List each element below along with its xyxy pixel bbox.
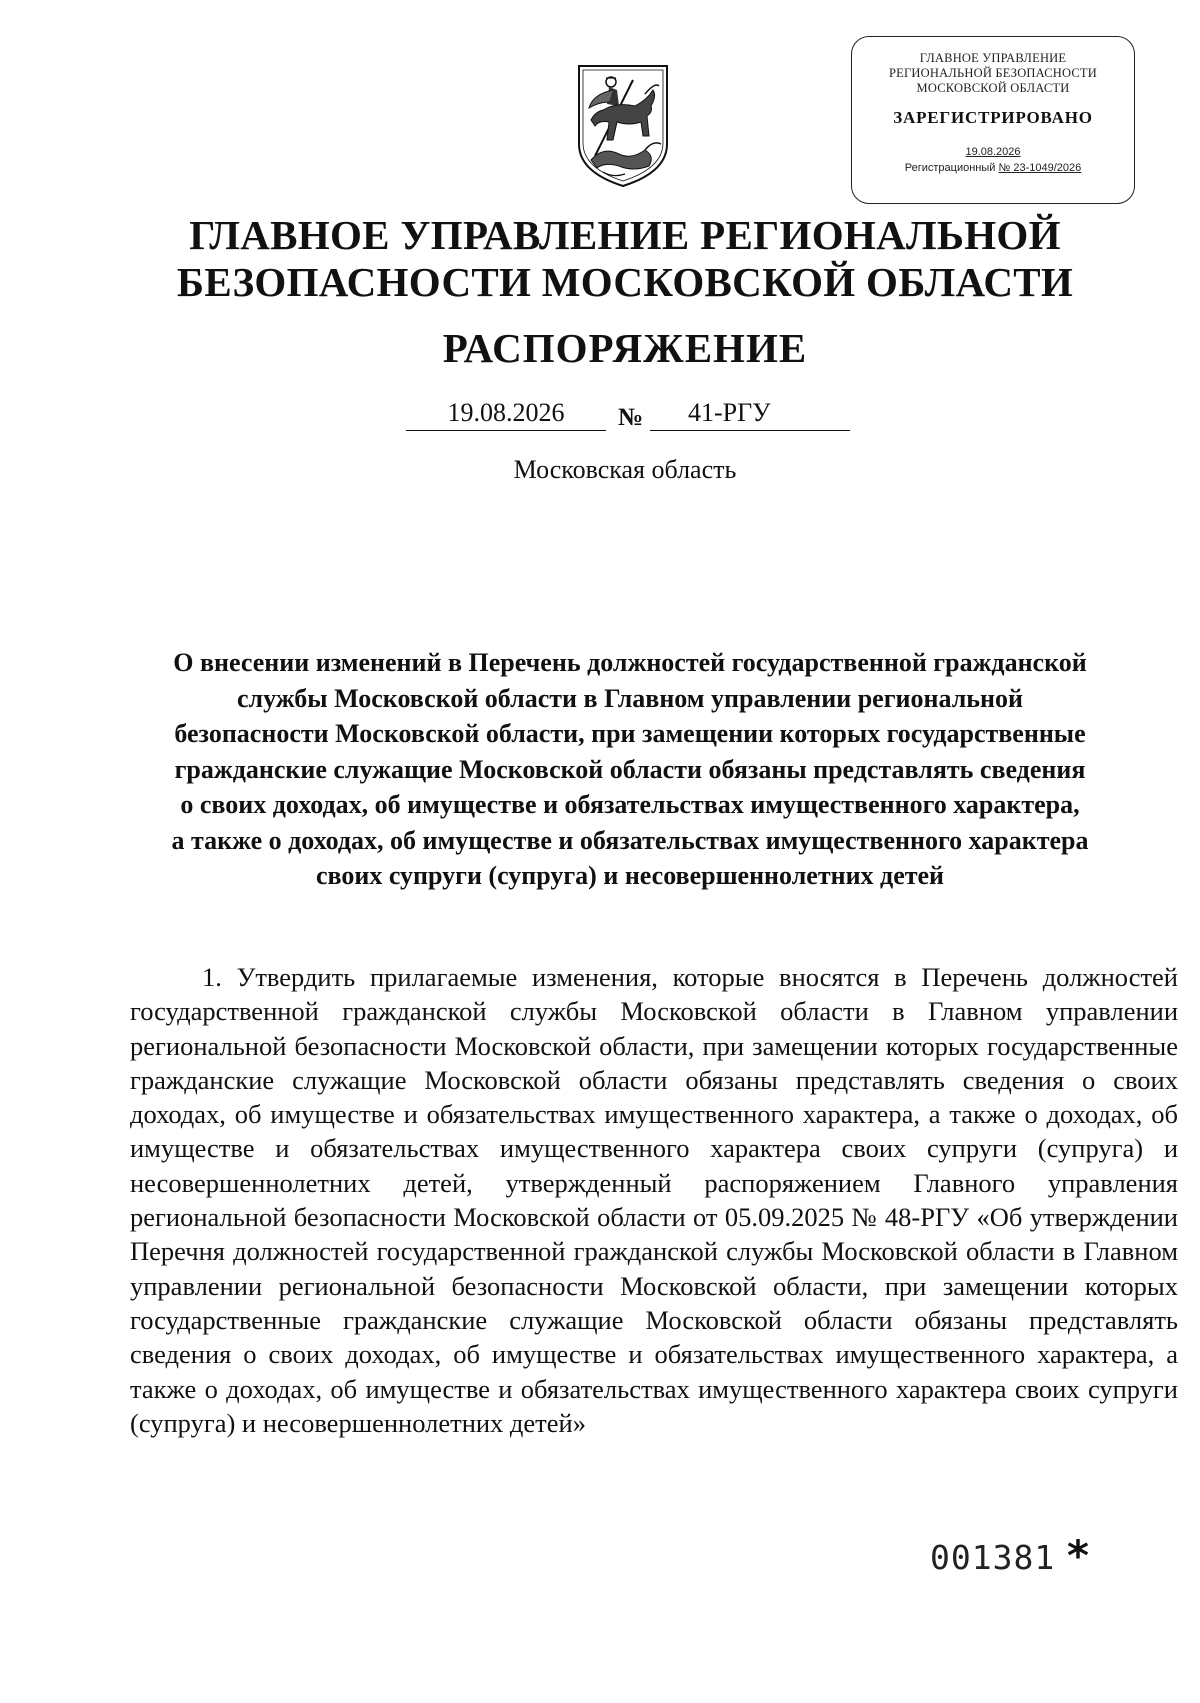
document-date: 19.08.2026 <box>406 398 606 431</box>
subject-line: гражданские служащие Московской области обязаны представлять сведения <box>174 754 1086 784</box>
agency-name-line: ГЛАВНОЕ УПРАВЛЕНИЕ РЕГИОНАЛЬНОЙ <box>189 212 1061 258</box>
registration-stamp <box>851 36 1135 204</box>
subject-line: о своих доходах, об имуществе и обязательствах имущественного характера, <box>180 790 1080 819</box>
serial-mark: * <box>1067 1531 1089 1580</box>
stamp-org-line: МОСКОВСКОЙ ОБЛАСТИ <box>916 81 1070 95</box>
stamp-registration <box>852 162 1134 174</box>
agency-name-line: БЕЗОПАСНОСТИ МОСКОВСКОЙ ОБЛАСТИ <box>176 259 1074 305</box>
number-sign: № <box>618 404 644 431</box>
subject-line: безопасности Московской области, при замещении которых государственные <box>174 719 1086 748</box>
subject-line: О внесении изменений в Перечень должностей государственной гражданской <box>173 648 1087 677</box>
document-type: РАСПОРЯЖЕНИЕ <box>442 325 808 371</box>
stamp-org-line: РЕГИОНАЛЬНОЙ БЕЗОПАСНОСТИ <box>888 66 1097 80</box>
subject-line: а также о доходах, об имуществе и обязательствах имущественного характера <box>171 825 1089 855</box>
stamp-date: 19.08.2026 <box>965 146 1021 158</box>
document-number: 41-РГУ <box>688 398 771 427</box>
serial-number: 001381 <box>930 1538 1056 1577</box>
document-place: Московская область <box>513 455 737 484</box>
subject-line: своих супруги (супруга) и несовершеннолетних детей <box>315 861 945 890</box>
moscow-region-coat-of-arms-icon <box>573 60 673 190</box>
stamp-reg-label: Регистрационный <box>904 162 996 174</box>
document-number-field <box>650 398 850 431</box>
body-paragraph: 1. Утвердить прилагаемые изменения, которые вносятся в Перечень должностей государственной гражданской службы Московской области в Главном управлении региональной безопасности Московской области, при замещении которых государственные гражданские служащие Московской области обязаны представлять сведения о своих доходах, об имуществе и обязательствах имущественного характера, а также о доходах, об имуществе и обязательствах имущественного характера своих супруги (супруга) и несовершеннолетних детей, утвержденный распоряжением Главного управления региональной безопасности Московской области от 05.09.2025 № 48-РГУ «Об утверждении Перечня должностей государственной гражданской службы Московской области в Главном управлении региональной безопасности Московской области, при замещении которых государственные гражданские служащие Московской области обязаны представлять сведения о своих доходах, об имуществе и обязательствах имущественного характера, а также о доходах, об имуществе и обязательствах имущественного характера своих супруги (супруга) и несовершеннолетних детей» <box>130 962 1178 1438</box>
stamp-org-line: ГЛАВНОЕ УПРАВЛЕНИЕ <box>919 51 1067 65</box>
stamp-reg-number: № 23-1049/2026 <box>998 162 1082 174</box>
document-subject <box>110 645 1150 894</box>
stamp-status: ЗАРЕГИСТРИРОВАНО <box>893 108 1093 127</box>
subject-line: службы Московской области в Главном управлении региональной <box>236 683 1024 713</box>
agency-name <box>0 212 1200 306</box>
